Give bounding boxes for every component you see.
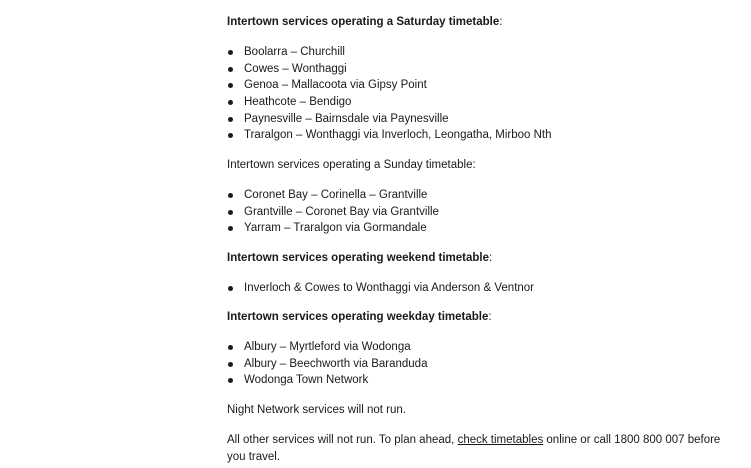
list-item — [227, 94, 552, 111]
check-timetables-link[interactable]: check timetables — [457, 434, 544, 446]
final-note-text-after: online or call 1800 800 007 before you travel. — [227, 434, 721, 463]
final-note — [227, 432, 727, 466]
list-item — [227, 127, 552, 144]
bullet-icon — [228, 133, 233, 138]
list-item-text: Albury – Beechworth via Baranduda — [244, 357, 428, 370]
list-item — [227, 111, 552, 128]
list-item — [227, 77, 552, 94]
sunday-heading — [227, 157, 476, 173]
list-item — [227, 280, 534, 297]
list-item — [227, 44, 552, 61]
saturday-heading-rest: : — [499, 16, 503, 28]
weekend-service-list — [227, 280, 534, 297]
list-item — [227, 372, 427, 389]
list-item-text: Genoa – Mallacoota via Gipsy Point — [244, 79, 427, 92]
list-item-text: Heathcote – Bendigo — [244, 96, 352, 109]
saturday-service-list — [227, 44, 552, 144]
list-item-text: Cowes – Wonthaggi — [244, 62, 347, 75]
bullet-icon — [228, 362, 233, 367]
bullet-icon — [228, 226, 233, 231]
weekday-heading-rest: : — [488, 311, 492, 323]
list-item-text: Yarram – Traralgon via Gormandale — [244, 222, 427, 235]
weekend-heading-strong: Intertown services operating weekend timetable — [227, 252, 490, 264]
weekend-heading — [227, 250, 492, 266]
bullet-icon — [228, 378, 233, 383]
list-item-text: Albury – Myrtleford via Wodonga — [244, 341, 411, 353]
list-item — [227, 187, 439, 204]
saturday-heading-strong: Intertown services operating a Saturday timetable — [227, 16, 500, 28]
bullet-icon — [228, 67, 233, 72]
sunday-service-list — [227, 187, 439, 237]
list-item-text: Boolarra – Churchill — [244, 46, 345, 58]
bullet-icon — [228, 345, 233, 350]
list-item — [227, 356, 427, 373]
list-item — [227, 61, 552, 78]
bullet-icon — [228, 100, 233, 105]
bullet-icon — [228, 117, 233, 122]
weekday-heading — [227, 309, 492, 325]
weekday-heading-strong: Intertown services operating weekday timetable — [227, 311, 489, 323]
weekend-heading-rest: : — [489, 252, 493, 264]
saturday-heading — [227, 14, 502, 30]
list-item-text: Paynesville – Bairnsdale via Paynesville — [244, 112, 449, 125]
weekday-service-list — [227, 339, 427, 389]
list-item-text: Coronet Bay – Corinella – Grantville — [244, 189, 428, 201]
night-network-note: Night Network services will not run. — [227, 404, 406, 416]
sunday-heading-rest: Intertown services operating a Sunday timetable: — [227, 159, 476, 171]
bullet-icon — [228, 50, 233, 55]
list-item-text: Grantville – Coronet Bay via Grantville — [244, 205, 439, 218]
list-item-text: Wodonga Town Network — [244, 374, 369, 387]
list-item-text: Inverloch & Cowes to Wonthaggi via Anderson & Ventnor — [244, 282, 535, 294]
final-note-text-before: All other services will not run. To plan ahead, — [227, 434, 458, 446]
list-item — [227, 220, 439, 237]
list-item — [227, 204, 439, 221]
bullet-icon — [228, 286, 233, 291]
bullet-icon — [228, 210, 233, 215]
bullet-icon — [228, 83, 233, 88]
bullet-icon — [228, 193, 233, 198]
list-item-text: Traralgon – Wonthaggi via Inverloch, Leongatha, Mirboo Nth — [244, 129, 552, 142]
list-item — [227, 339, 427, 356]
